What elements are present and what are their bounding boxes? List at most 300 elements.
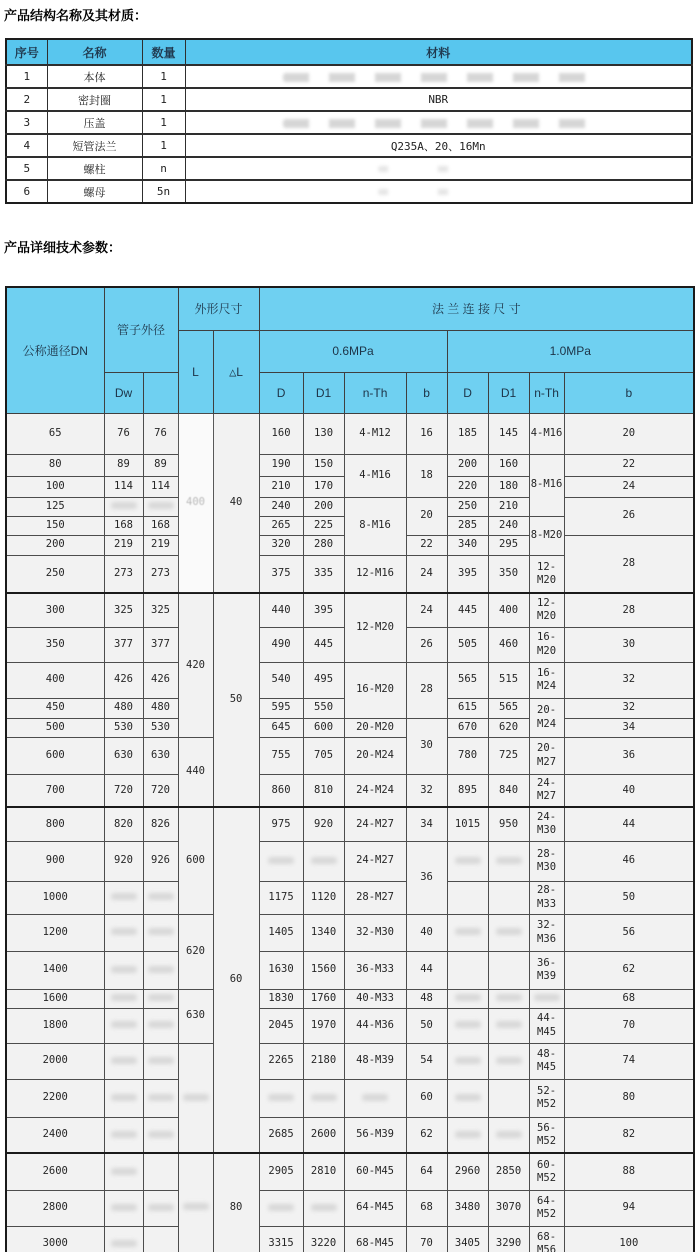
cell: 840 [488,774,529,807]
cell: 150 [303,454,344,476]
cell [185,180,692,203]
cell: 615 [447,698,488,718]
cell: 70 [406,1226,447,1252]
cell: 130 [303,413,344,454]
table-row [6,989,694,1008]
cell: 8-M16 [529,454,564,516]
cell: 480 [104,698,143,718]
cell: 82 [564,1117,694,1153]
cell: 150 [6,516,104,535]
illegible-watermarked-text [496,928,522,935]
cell: 1560 [303,951,344,989]
cell [447,1043,488,1079]
cell [185,111,692,134]
cell: 600 [303,718,344,737]
cell: 325 [104,593,143,627]
cell: 56-M52 [529,1117,564,1153]
cell: 48-M45 [529,1043,564,1079]
cell: 335 [303,555,344,593]
cell: 645 [259,718,303,737]
cell: 860 [259,774,303,807]
cell: 40 [406,914,447,951]
cell [303,1190,344,1226]
cell: 220 [447,476,488,497]
illegible-watermarked-text [148,1204,174,1211]
cell: 273 [104,555,143,593]
cell: 20-M24 [344,737,406,774]
table-row [6,737,694,774]
cell [178,1153,213,1252]
cell: 295 [488,535,529,555]
cell: 40 [213,413,259,593]
illegible-watermarked-text [455,994,481,1001]
cell: 300 [6,593,104,627]
cell [143,1079,178,1117]
cell [104,1153,143,1190]
cell [104,989,143,1008]
cell: 2000 [6,1043,104,1079]
cell: 1600 [6,989,104,1008]
cell: 620 [488,718,529,737]
cell [104,914,143,951]
cell: 2850 [488,1153,529,1190]
cell: 24-M27 [344,841,406,881]
cell: 24 [406,555,447,593]
illegible-watermarked-text [283,73,593,82]
header-cell: △L [213,330,259,413]
cell [488,1079,529,1117]
cell: 60 [406,1079,447,1117]
cell: 44-M36 [344,1008,406,1043]
cell: 240 [259,497,303,516]
cell: 32 [564,698,694,718]
cell: 40 [564,774,694,807]
cell [488,1008,529,1043]
cell: 18 [406,454,447,497]
illegible-watermarked-text [111,994,137,1001]
cell: 240 [488,516,529,535]
cell: 28-M30 [529,841,564,881]
cell: 74 [564,1043,694,1079]
header-cell: 法 兰 连 接 尺 寸 [259,287,694,330]
cell: 450 [6,698,104,718]
header-cell: 1.0MPa [447,330,694,372]
illegible-watermarked-text [148,1131,174,1138]
table-row [6,1190,694,1226]
cell: 2265 [259,1043,303,1079]
cell: 1 [142,65,185,88]
cell: 505 [447,627,488,662]
cell: 32-M30 [344,914,406,951]
cell: 4 [6,134,47,157]
cell: 200 [303,497,344,516]
cell: 48-M39 [344,1043,406,1079]
cell [143,951,178,989]
header-cell: 序号 [6,39,47,65]
cell: 76 [143,413,178,454]
cell [447,951,488,989]
cell: 600 [178,807,213,914]
illegible-watermarked-text [496,994,522,1001]
header-cell: D1 [488,372,529,413]
cell: 285 [447,516,488,535]
table-row [6,413,694,454]
table-row [6,1117,694,1153]
cell: 2685 [259,1117,303,1153]
illegible-watermarked-text [148,928,174,935]
cell: 445 [447,593,488,627]
cell: 926 [143,841,178,881]
illegible-watermarked-text [111,1021,137,1028]
cell: 22 [406,535,447,555]
cell: 20-M27 [529,737,564,774]
cell: 20 [564,413,694,454]
cell [447,1117,488,1153]
cell: 1120 [303,881,344,914]
cell: 210 [259,476,303,497]
illegible-watermarked-text [111,893,137,900]
cell: 325 [143,593,178,627]
cell: 1400 [6,951,104,989]
cell: 920 [104,841,143,881]
cell: 56 [564,914,694,951]
cell: 2045 [259,1008,303,1043]
cell: 4-M16 [529,413,564,454]
table-row [6,1008,694,1043]
cell: 426 [143,662,178,698]
cell: 200 [6,535,104,555]
cell: 160 [488,454,529,476]
cell [104,881,143,914]
cell: 3480 [447,1190,488,1226]
cell: 5 [6,157,47,180]
cell: 2180 [303,1043,344,1079]
illegible-watermarked-text [148,1021,174,1028]
illegible-watermarked-text [183,1094,209,1101]
cell: 440 [259,593,303,627]
cell: 975 [259,807,303,841]
cell: 52-M52 [529,1079,564,1117]
header-cell: n-Th [344,372,406,413]
cell: 540 [259,662,303,698]
illegible-watermarked-text [111,1057,137,1064]
cell: 670 [447,718,488,737]
illegible-watermarked-text [111,1204,137,1211]
illegible-watermarked-text [496,857,522,864]
cell: 2200 [6,1079,104,1117]
cell: 3315 [259,1226,303,1252]
illegible-watermarked-text [496,1131,522,1138]
header-cell: 公称通径DN [6,287,104,413]
cell: 440 [178,737,213,807]
cell: 2905 [259,1153,303,1190]
cell: 377 [143,627,178,662]
cell [259,1079,303,1117]
table-row [6,157,692,180]
cell: 50 [406,1008,447,1043]
parameters-section-title: 产品详细技术参数： [4,240,122,255]
illegible-watermarked-text [111,1240,137,1247]
cell: 200 [447,454,488,476]
cell: 515 [488,662,529,698]
cell [529,989,564,1008]
cell: 895 [447,774,488,807]
cell: 820 [104,807,143,841]
cell: 54 [406,1043,447,1079]
cell: 46 [564,841,694,881]
cell: 2600 [303,1117,344,1153]
cell: 28 [406,662,447,718]
cell: 420 [178,593,213,737]
cell: 160 [259,413,303,454]
cell: 180 [488,476,529,497]
table-row [6,454,694,476]
cell [185,157,692,180]
cell [143,881,178,914]
illegible-watermarked-text [111,966,137,973]
cell: 80 [6,454,104,476]
cell: 395 [303,593,344,627]
cell: 168 [104,516,143,535]
illegible-watermarked-text [311,1204,337,1211]
cell: 68 [564,989,694,1008]
cell: 250 [447,497,488,516]
cell: 725 [488,737,529,774]
cell: 125 [6,497,104,516]
cell: 900 [6,841,104,881]
cell: 36-M39 [529,951,564,989]
cell: n [142,157,185,180]
cell: 12-M20 [529,593,564,627]
cell: 24 [564,476,694,497]
header-cell: Dw [104,372,143,413]
cell [143,914,178,951]
cell: 2400 [6,1117,104,1153]
cell: 24-M27 [529,774,564,807]
header-cell: 外形尺寸 [178,287,259,330]
cell [143,1008,178,1043]
cell: 168 [143,516,178,535]
cell: 36 [564,737,694,774]
cell: 88 [564,1153,694,1190]
cell: 1000 [6,881,104,914]
cell: 24-M27 [344,807,406,841]
cell: 62 [406,1117,447,1153]
illegible-watermarked-text [455,1057,481,1064]
cell: 60-M45 [344,1153,406,1190]
cell [143,497,178,516]
cell: 50 [213,593,259,807]
cell: 225 [303,516,344,535]
table-row [6,881,694,914]
cell: NBR [185,88,692,111]
cell: 630 [104,737,143,774]
cell: 50 [564,881,694,914]
cell [104,1079,143,1117]
cell: 219 [104,535,143,555]
illegible-watermarked-text [455,928,481,935]
illegible-watermarked-text [148,1057,174,1064]
cell: 3000 [6,1226,104,1252]
cell: 34 [406,807,447,841]
header-cell: b [564,372,694,413]
cell: 340 [447,535,488,555]
cell: 32 [564,662,694,698]
cell: 630 [143,737,178,774]
cell: 螺柱 [47,157,142,180]
cell [259,841,303,881]
cell: 377 [104,627,143,662]
cell: 6 [6,180,47,203]
cell: 60 [213,807,259,1153]
cell: 16-M20 [344,662,406,718]
cell: 4-M16 [344,454,406,497]
cell: 44 [406,951,447,989]
cell: 压盖 [47,111,142,134]
cell: 26 [406,627,447,662]
structure-section-title: 产品结构名称及其材质： [4,8,148,23]
cell: 375 [259,555,303,593]
table-row [6,807,694,841]
header-cell: L [178,330,213,413]
cell: 250 [6,555,104,593]
illegible-watermarked-text [148,1094,174,1101]
cell: 1200 [6,914,104,951]
illegible-watermarked-text [283,119,593,128]
cell: 3290 [488,1226,529,1252]
cell [143,1043,178,1079]
cell: 48 [406,989,447,1008]
cell: 700 [6,774,104,807]
cell: 60-M52 [529,1153,564,1190]
cell: 3 [6,111,47,134]
cell: 20 [406,497,447,535]
illegible-watermarked-text [111,928,137,935]
illegible-watermarked-text [111,1094,137,1101]
cell [447,881,488,914]
cell: 68-M56 [529,1226,564,1252]
table-row [6,1043,694,1079]
cell: 8-M16 [344,497,406,555]
illegible-watermarked-text [268,857,294,864]
cell: 94 [564,1190,694,1226]
cell [488,1117,529,1153]
cell [488,1043,529,1079]
cell [104,1190,143,1226]
cell: 26 [564,497,694,535]
header-cell: D1 [303,372,344,413]
cell: 565 [447,662,488,698]
cell: 密封圈 [47,88,142,111]
cell: 280 [303,535,344,555]
illegible-watermarked-text [311,857,337,864]
cell: 705 [303,737,344,774]
cell: 8-M20 [529,516,564,555]
illegible-watermarked-text [148,966,174,973]
cell: 630 [178,989,213,1043]
table-header-row [6,372,694,413]
cell: 500 [6,718,104,737]
cell: 426 [104,662,143,698]
cell [104,1226,143,1252]
cell: 2600 [6,1153,104,1190]
cell: 530 [104,718,143,737]
cell: 800 [6,807,104,841]
cell: 64-M52 [529,1190,564,1226]
cell: 273 [143,555,178,593]
illegible-watermarked-text [311,1094,337,1101]
cell: 64 [406,1153,447,1190]
cell: 1 [142,111,185,134]
table-row [6,180,692,203]
cell: 20-M24 [529,698,564,737]
cell [303,841,344,881]
cell: 1340 [303,914,344,951]
cell: 80 [564,1079,694,1117]
table-row [6,593,694,627]
cell: 445 [303,627,344,662]
illegible-watermarked-text [148,994,174,1001]
cell [344,1079,406,1117]
table-row [6,134,692,157]
cell: 3220 [303,1226,344,1252]
table-row [6,774,694,807]
header-cell: 数量 [142,39,185,65]
cell [143,1153,178,1190]
table-row [6,662,694,698]
illegible-watermarked-text [111,1131,137,1138]
illegible-watermarked-text [362,1094,388,1101]
illegible-watermarked-text [455,1094,481,1101]
cell: 720 [143,774,178,807]
cell: 210 [488,497,529,516]
cell: 395 [447,555,488,593]
cell: 920 [303,807,344,841]
cell [178,1043,213,1153]
cell [488,881,529,914]
cell: 28-M33 [529,881,564,914]
cell: 68 [406,1190,447,1226]
cell: 本体 [47,65,142,88]
table-row [6,65,692,88]
cell: 1800 [6,1008,104,1043]
cell [488,841,529,881]
cell: 550 [303,698,344,718]
cell: 36 [406,841,447,914]
header-cell: 0.6MPa [259,330,447,372]
table-row [6,111,692,134]
cell [303,1079,344,1117]
cell: 1405 [259,914,303,951]
cell: 810 [303,774,344,807]
illegible-watermarked-text [496,1057,522,1064]
table-row [6,914,694,951]
cell: 3405 [447,1226,488,1252]
cell: 620 [178,914,213,989]
cell: 20-M20 [344,718,406,737]
cell: 1970 [303,1008,344,1043]
cell [488,951,529,989]
cell [104,951,143,989]
illegible-watermarked-text [455,1021,481,1028]
cell [259,1190,303,1226]
header-cell [143,372,178,413]
cell: 28 [564,593,694,627]
cell: 1830 [259,989,303,1008]
cell [447,1079,488,1117]
cell: 100 [6,476,104,497]
table-row [6,951,694,989]
